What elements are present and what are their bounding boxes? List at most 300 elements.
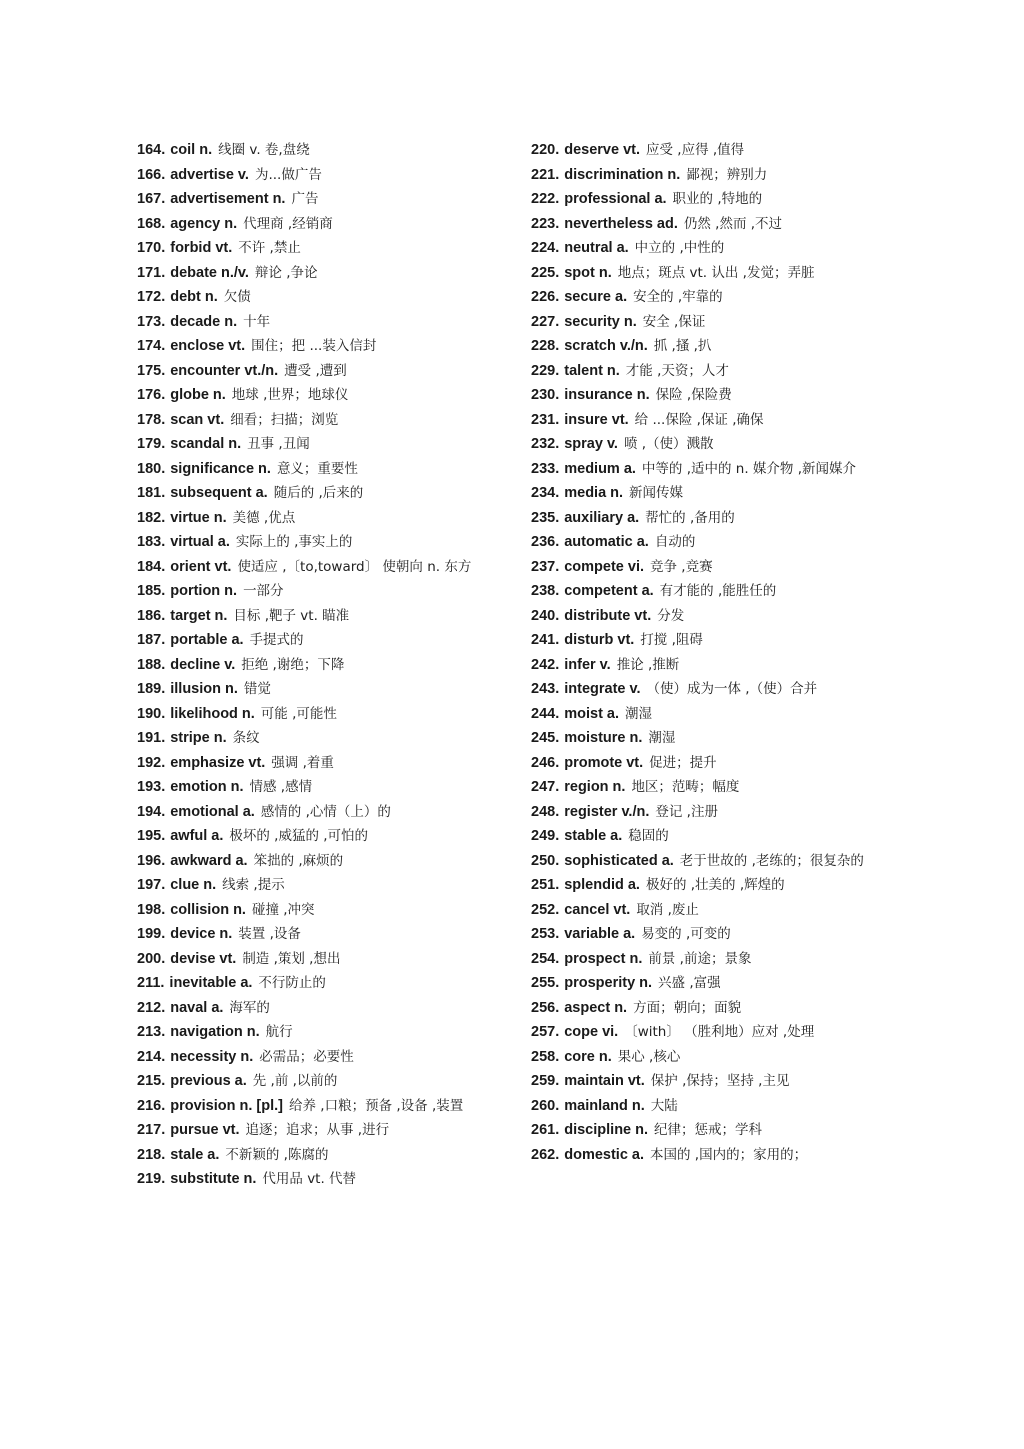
entry-term: spray [564,436,603,452]
entry-definition: 围住；把 ...装入信封 [251,338,377,354]
entry-definition: 实际上的 ,事实上的 [235,534,353,550]
entry-number: 222. [531,191,560,207]
entry-definition: 细看；扫描；浏览 [230,411,339,428]
vocab-entry [531,973,881,994]
entry-definition: 意义；重要性 [276,460,358,477]
vocab-entry [531,1145,881,1166]
entry-number: 231. [531,411,560,428]
entry-term: advertisement [170,191,269,207]
entry-term: significance [170,460,255,477]
entry-term: portion [170,583,221,599]
entry-definition: 安全的 ,牢靠的 [633,289,723,305]
entry-part-of-speech: vt. [214,558,232,575]
entry-part-of-speech: n. [pl.] [239,1097,283,1114]
vocab-entry [531,655,881,676]
vocab-entry [137,459,492,480]
entry-definition: 一部分 [243,583,284,599]
entry-term: enclose [170,338,225,354]
entry-definition: 地点；斑点 vt. 认出 ,发觉；弄脏 [617,264,815,281]
entry-number: 192. [137,754,166,771]
entry-definition: 中立的 ,中性的 [634,240,725,256]
entry-part-of-speech: vi. [602,1024,619,1040]
entry-number: 240. [531,607,560,624]
entry-part-of-speech: a. [217,534,230,550]
entry-definition: 潮湿 [625,705,652,722]
entry-part-of-speech: n. [224,681,238,697]
entry-term: moist [564,705,603,722]
vocab-entry [531,998,881,1019]
vocab-entry [137,165,492,186]
entry-number: 245. [531,730,560,746]
left-column [137,140,492,1194]
vocab-entry [531,214,881,235]
entry-term: aspect [564,999,611,1016]
entry-term: insurance [564,387,633,403]
entry-definition: 给养 ,口粮；预备 ,设备 ,装置 [289,1097,464,1114]
entry-term: portable [170,632,228,648]
entry-definition: 线圈 v. 卷,盘绕 [218,142,310,158]
entry-number: 258. [531,1048,560,1065]
entry-part-of-speech: a. [240,975,253,991]
entry-part-of-speech: n. [230,779,244,795]
vocab-entry [531,1120,881,1141]
entry-definition: 喷 ,（使）溅散 [623,436,714,452]
entry-part-of-speech: a. [211,999,224,1016]
entry-term: awful [170,828,208,844]
entry-definition: 前景 ,前途；景象 [648,950,752,967]
entry-term: globe [170,387,209,403]
vocab-entry [137,777,492,798]
entry-part-of-speech: n. [629,730,643,746]
entry-term: professional [564,191,651,207]
vocab-entry [531,336,881,357]
vocab-entry [137,679,492,700]
entry-number: 259. [531,1073,560,1089]
entry-definition: 强调 ,着重 [271,754,334,771]
entry-term: maintain [564,1073,624,1089]
entry-number: 183. [137,534,166,550]
entry-term: spot [564,264,595,281]
vocab-entry [137,875,492,896]
entry-number: 214. [137,1048,166,1065]
entry-definition: 促进；提升 [649,754,717,771]
vocab-entry [137,753,492,774]
entry-term: naval [170,999,208,1016]
entry-definition: 稳固的 [628,828,669,844]
vocab-entry [137,189,492,210]
entry-part-of-speech: v./n. [619,338,648,354]
entry-number: 223. [531,215,560,232]
entry-definition: 笨拙的 ,麻烦的 [253,852,344,869]
entry-number: 198. [137,901,166,918]
entry-number: 261. [531,1122,560,1138]
vocab-entry [531,459,881,480]
entry-number: 178. [137,411,166,428]
entry-number: 199. [137,926,166,942]
entry-part-of-speech: vt. [222,1122,240,1138]
entry-part-of-speech: a. [231,632,244,648]
entry-definition: 感情的 ,心情（上）的 [260,803,391,820]
entry-number: 197. [137,877,166,893]
entry-term: debate [170,264,217,281]
entry-number: 193. [137,779,166,795]
entry-part-of-speech: vt. [627,1073,645,1089]
entry-definition: 目标 ,靶子 vt. 瞄准 [233,607,350,624]
entry-number: 233. [531,460,560,477]
entry-term: scratch [564,338,616,354]
entry-part-of-speech: n. [610,485,624,501]
entry-definition: 必需品；必要性 [259,1048,354,1065]
entry-definition: 代理商 ,经销商 [243,215,333,232]
entry-definition: 竞争 ,竞赛 [650,558,713,575]
vocab-entry [531,924,881,945]
entry-term: debt [170,289,201,305]
entry-number: 167. [137,191,166,207]
entry-part-of-speech: a. [616,240,629,256]
entry-definition: 制造 ,策划 ,想出 [242,950,341,967]
entry-number: 164. [137,142,166,158]
entry-definition: 极坏的 ,威猛的 ,可怕的 [229,828,369,844]
entry-part-of-speech: n. [623,313,637,330]
entry-number: 216. [137,1097,166,1114]
entry-term: scan [170,411,204,428]
entry-number: 220. [531,142,560,158]
vocab-entry [137,581,492,602]
entry-number: 257. [531,1024,560,1040]
vocab-entry [531,728,881,749]
entry-definition: 大陆 [650,1097,678,1114]
entry-term: register [564,803,618,820]
entry-definition: 仍然 ,然而 ,不过 [683,215,783,232]
entry-definition: 自动的 [654,534,696,550]
entry-part-of-speech: n. [614,999,628,1016]
entry-part-of-speech: n. [598,1048,612,1065]
entry-definition: 不新颖的 ,陈腐的 [225,1146,329,1163]
entry-number: 179. [137,436,166,452]
entry-number: 174. [137,338,166,354]
vocab-entry [137,851,492,872]
vocab-entry [531,189,881,210]
entry-term: orient [170,558,211,575]
entry-definition: 线索 ,提示 [222,877,285,893]
entry-term: nevertheless [564,215,653,232]
entry-term: agency [170,215,221,232]
entry-number: 256. [531,999,560,1016]
entry-term: variable [564,926,620,942]
vocab-entry [531,165,881,186]
entry-term: illusion [170,681,221,697]
entry-definition: 潮湿 [648,730,676,746]
entry-definition: 推论 ,推断 [616,656,680,673]
entry-part-of-speech: vt. [623,142,640,158]
entry-part-of-speech: a. [661,852,674,869]
entry-number: 185. [137,583,166,599]
entry-definition: 海军的 [229,999,270,1016]
vocab-entry [137,238,492,259]
entry-number: 173. [137,313,166,330]
vocab-entry [531,1071,881,1092]
entry-term: splendid [564,877,624,893]
entry-part-of-speech: n. [631,1097,645,1114]
entry-definition: 鄙视；辨别力 [686,166,768,183]
entry-number: 175. [137,362,166,379]
entry-number: 237. [531,558,560,575]
vocab-entry [137,949,492,970]
vocab-entry [137,924,492,945]
entry-number: 234. [531,485,560,501]
entry-number: 171. [137,264,166,281]
entry-definition: 帮忙的 ,备用的 [645,509,735,526]
vocab-entry [531,312,881,333]
entry-term: moisture [564,730,626,746]
vocab-entry [531,777,881,798]
entry-term: decline [170,656,221,673]
vocab-entry [137,1096,492,1117]
vocab-entry [531,263,881,284]
entry-term: talent [564,362,603,379]
entry-term: likelihood [170,705,238,722]
entry-term: emphasize [170,754,245,771]
entry-definition: 为...做广告 [254,166,322,183]
vocab-entry [531,287,881,308]
entry-definition: 兴盛 ,富强 [658,975,721,991]
entry-definition: 新闻传媒 [629,485,684,501]
entry-part-of-speech: v./n. [621,803,650,820]
entry-part-of-speech: n. [639,975,653,991]
entry-part-of-speech: a. [615,289,628,305]
entry-part-of-speech: n. [240,1048,254,1065]
vocab-entry [137,483,492,504]
entry-term: region [564,779,609,795]
entry-part-of-speech: v. [599,656,611,673]
entry-definition: 先 ,前 ,以前的 [252,1073,338,1089]
vocab-entry [137,557,492,578]
entry-part-of-speech: a. [636,534,649,550]
entry-definition: 给 ...保险 ,保证 ,确保 [634,411,764,428]
entry-number: 217. [137,1122,166,1138]
entry-definition: 代用品 vt. 代替 [262,1171,357,1187]
entry-definition: 果心 ,核心 [617,1048,681,1065]
entry-part-of-speech: vt. [248,754,266,771]
vocab-entry [531,1047,881,1068]
vocab-entry [137,361,492,382]
entry-definition: 打搅 ,阻碍 [640,632,703,648]
entry-part-of-speech: v. [606,436,618,452]
entry-number: 254. [531,950,560,967]
entry-number: 236. [531,534,560,550]
entry-part-of-speech: n. [612,779,626,795]
entry-term: inevitable [169,975,237,991]
vocab-entry [531,704,881,725]
entry-part-of-speech: n. [272,191,286,207]
entry-term: secure [564,289,611,305]
entry-term: pursue [170,1122,219,1138]
vocab-entry [531,410,881,431]
vocab-entry [531,483,881,504]
entry-definition: 地球 ,世界；地球仪 [231,387,349,403]
entry-number: 172. [137,289,166,305]
entry-part-of-speech: n. [214,607,228,624]
entry-term: sophisticated [564,852,658,869]
entry-definition: 〔with〕 （胜利地）应对 ,处理 [624,1024,815,1040]
entry-definition: （使）成为一体 ,（使）合并 [646,681,818,697]
entry-definition: 老于世故的 ,老练的；很复杂的 [679,852,864,869]
entry-definition: 极好的 ,壮美的 ,辉煌的 [645,877,785,893]
entry-number: 186. [137,607,166,624]
entry-term: cancel [564,901,610,918]
entry-part-of-speech: v. [237,166,249,183]
entry-number: 252. [531,901,560,918]
entry-number: 188. [137,656,166,673]
entry-number: 248. [531,803,560,820]
vocab-entry [137,336,492,357]
entry-number: 191. [137,730,166,746]
vocab-entry [137,532,492,553]
entry-definition: 可能 ,可能性 [260,705,337,722]
entry-part-of-speech: n. [213,730,227,746]
entry-part-of-speech: v. [224,656,236,673]
entry-number: 242. [531,656,560,673]
entry-term: stable [564,828,607,844]
entry-definition: 碰撞 ,冲突 [251,901,315,918]
entry-number: 180. [137,460,166,477]
entry-number: 219. [137,1171,166,1187]
entry-definition: 遭受 ,遭到 [284,362,347,379]
entry-part-of-speech: a. [242,803,255,820]
entry-number: 226. [531,289,560,305]
entry-part-of-speech: a. [654,191,667,207]
entry-part-of-speech: a. [631,1146,644,1163]
entry-term: auxiliary [564,509,624,526]
entry-number: 168. [137,215,166,232]
vocab-entry [531,581,881,602]
entry-term: neutral [564,240,613,256]
vocab-entry [137,606,492,627]
entry-term: prospect [564,950,626,967]
entry-definition: 拒绝 ,谢绝；下降 [241,656,345,673]
entry-definition: 丑事 ,丑闻 [247,436,310,452]
entry-number: 235. [531,509,560,526]
entry-term: discipline [564,1122,632,1138]
entry-term: deserve [564,142,620,158]
entry-part-of-speech: a. [627,877,640,893]
entry-part-of-speech: n. [635,1122,649,1138]
entry-definition: 不行防止的 [258,975,326,991]
entry-part-of-speech: n. [204,289,218,305]
entry-number: 232. [531,436,560,452]
entry-term: provision [170,1097,236,1114]
entry-term: clue [170,877,200,893]
entry-term: disturb [564,632,614,648]
entry-number: 247. [531,779,560,795]
entry-number: 190. [137,705,166,722]
entry-number: 228. [531,338,560,354]
entry-term: integrate [564,681,626,697]
entry-part-of-speech: n. [224,583,238,599]
entry-definition: 条纹 [232,730,260,746]
entry-term: automatic [564,534,633,550]
entry-term: cope [564,1024,599,1040]
entry-number: 227. [531,313,560,330]
vocab-entry [137,434,492,455]
vocab-entry [531,508,881,529]
entry-definition: 有才能的 ,能胜任的 [659,583,777,599]
entry-part-of-speech: n. [219,926,233,942]
entry-definition: 追逐；追求；从事 ,进行 [245,1122,390,1138]
entry-part-of-speech: n./v. [220,264,249,281]
entry-definition: 情感 ,感情 [249,779,313,795]
entry-part-of-speech: vt. [613,901,631,918]
vocab-entry [531,826,881,847]
entry-term: navigation [170,1024,243,1040]
entry-definition: 辩论 ,争论 [254,264,318,281]
entry-number: 196. [137,852,166,869]
entry-definition: 欠债 [223,289,251,305]
entry-part-of-speech: a. [641,583,654,599]
entry-part-of-speech: a. [606,705,619,722]
entry-term: discrimination [564,166,664,183]
entry-term: virtue [170,509,210,526]
entry-number: 189. [137,681,166,697]
vocab-entry [531,679,881,700]
entry-definition: 方面；朝向；面貌 [633,999,742,1016]
entry-term: security [564,313,620,330]
vocab-entry [531,851,881,872]
entry-number: 251. [531,877,560,893]
entry-definition: 手提式的 [249,632,304,648]
entry-part-of-speech: vt. [215,240,233,256]
vocab-entry [137,1047,492,1068]
entry-part-of-speech: vt./n. [244,362,279,379]
entry-term: infer [564,656,596,673]
entry-part-of-speech: n. [241,705,255,722]
entry-definition: 才能 ,天资；人才 [625,362,729,379]
entry-number: 225. [531,264,560,281]
entry-number: 211. [137,975,165,991]
entry-number: 212. [137,999,166,1016]
vocab-entry [137,704,492,725]
entry-term: forbid [170,240,212,256]
entry-term: devise [170,950,216,967]
entry-part-of-speech: n. [199,142,213,158]
entry-part-of-speech: n. [212,387,226,403]
entry-term: necessity [170,1048,237,1065]
entry-part-of-speech: a. [255,485,268,501]
entry-definition: 职业的 ,特地的 [672,191,763,207]
entry-term: decade [170,313,221,330]
entry-term: core [564,1048,595,1065]
entry-term: stripe [170,730,210,746]
vocab-entry [137,287,492,308]
entry-part-of-speech: n. [228,436,242,452]
entry-number: 244. [531,705,560,722]
entry-definition: 本国的 ,国内的；家用的； [650,1146,808,1163]
entry-number: 182. [137,509,166,526]
entry-term: domestic [564,1146,628,1163]
vocab-entry [137,973,492,994]
entry-part-of-speech: n. [224,215,238,232]
entry-part-of-speech: n. [213,509,227,526]
entry-part-of-speech: n. [258,460,271,477]
entry-number: 200. [137,950,166,967]
vocab-entry [531,385,881,406]
entry-term: target [170,607,211,624]
entry-part-of-speech: vi. [627,558,644,575]
entry-number: 194. [137,803,166,820]
entry-part-of-speech: vt. [611,411,629,428]
vocab-entry [531,532,881,553]
entry-definition: 分发 [657,607,685,624]
